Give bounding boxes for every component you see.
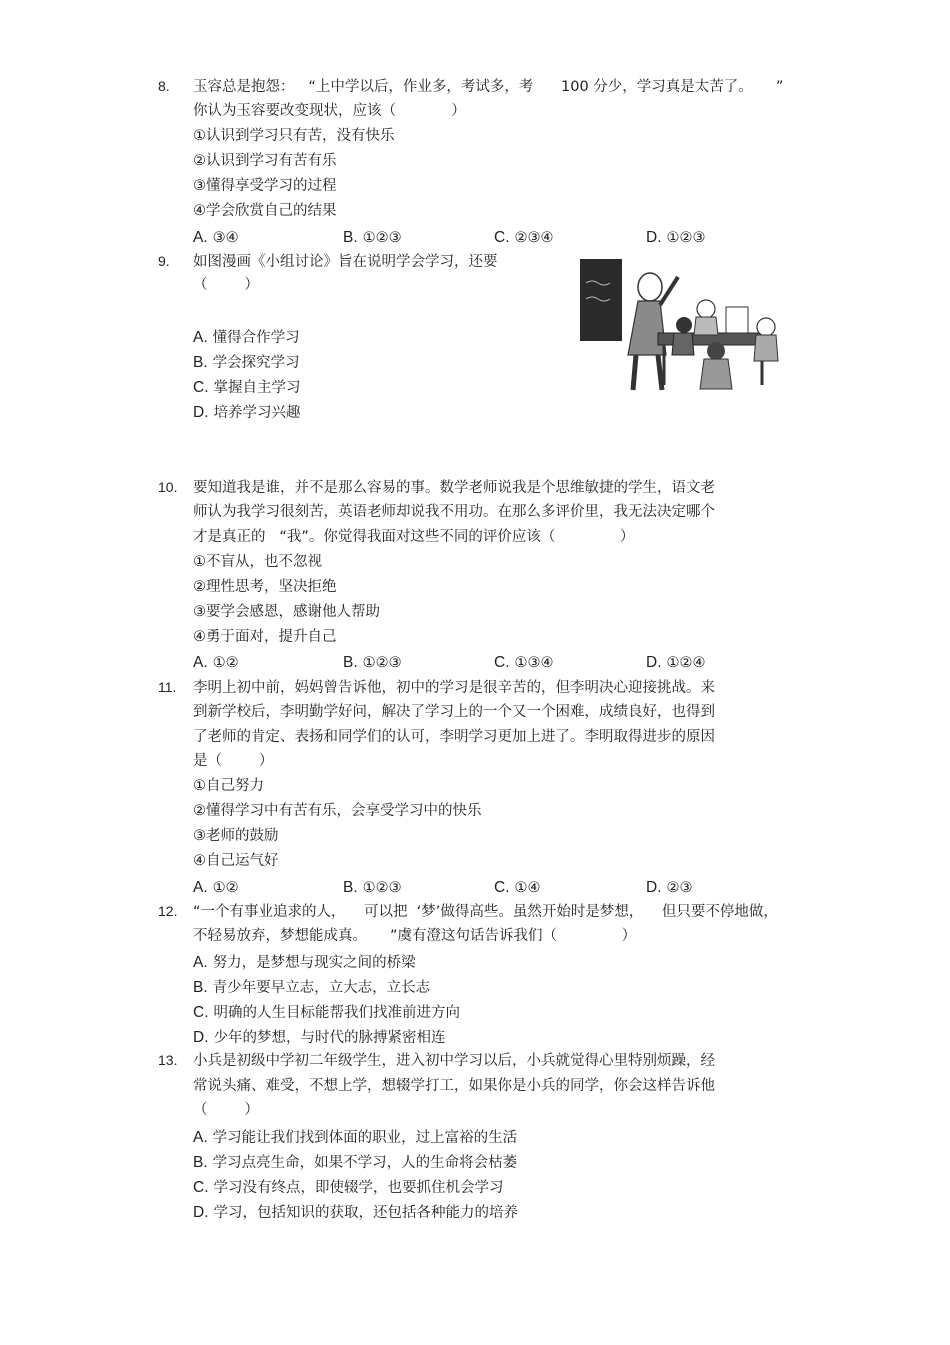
option-c[interactable]: C. ②③④ xyxy=(494,229,554,246)
question-stem-line: “一个有事业追求的人， 可以把 ‘梦’做得高些。虽然开始时是梦想， 但只要不停地做， xyxy=(193,904,778,920)
question-stem-line: （ ） xyxy=(193,1102,259,1118)
option-d[interactable]: D. 少年的梦想，与时代的脉搏紧密相连 xyxy=(193,1029,446,1046)
question-stem-line: 如图漫画《小组讨论》旨在说明学会学习，还要 xyxy=(193,254,498,270)
question-number: 10. xyxy=(158,479,178,495)
option-d[interactable]: D. 培养学习兴趣 xyxy=(193,404,301,421)
question-stem-line: 到新学校后，李明勤学好问，解决了学习上的一个又一个困难，成绩良好，也得到 xyxy=(193,704,715,720)
option-a[interactable]: A. ①② xyxy=(193,879,239,896)
question-number: 8. xyxy=(158,78,170,94)
option-d[interactable]: D. ②③ xyxy=(646,879,693,896)
option-b[interactable]: B. 学会探究学习 xyxy=(193,354,300,371)
question-stem-line: （ ） xyxy=(193,277,259,293)
question-stem-line: 你认为玉容要改变现状，应该（ ） xyxy=(193,103,466,119)
option-b[interactable]: B. ①②③ xyxy=(343,879,402,896)
option-a[interactable]: A. 学习能让我们找到体面的职业，过上富裕的生活 xyxy=(193,1129,518,1146)
question-number: 13. xyxy=(158,1052,178,1068)
option-c[interactable]: C. 掌握自主学习 xyxy=(193,379,301,396)
option-b[interactable]: B. ①②③ xyxy=(343,654,402,671)
option-d[interactable]: D. 学习，包括知识的获取，还包括各种能力的培养 xyxy=(193,1204,518,1221)
option-d[interactable]: D. ①②④ xyxy=(646,654,706,671)
option-c[interactable]: C. 学习没有终点，即使辍学，也要抓住机会学习 xyxy=(193,1179,504,1196)
statement-item: ④学会欣赏自己的结果 xyxy=(193,203,337,219)
question-stem-line: 是（ ） xyxy=(193,753,274,769)
question-number: 11. xyxy=(158,679,177,695)
question-stem-line: 小兵是初级中学初二年级学生，进入初中学习以后，小兵就觉得心里特别烦躁，经 xyxy=(193,1053,715,1069)
option-c[interactable]: C. 明确的人生目标能帮我们找准前进方向 xyxy=(193,1004,460,1021)
teacher-body xyxy=(628,301,666,355)
option-a[interactable]: A. 懂得合作学习 xyxy=(193,329,300,346)
paper xyxy=(726,307,748,333)
statement-item: ③要学会感恩，感谢他人帮助 xyxy=(193,604,380,620)
option-b[interactable]: B. 学习点亮生命，如果不学习，人的生命将会枯萎 xyxy=(193,1154,518,1171)
question-number: 12. xyxy=(158,903,178,919)
statement-item: ②认识到学习有苦有乐 xyxy=(193,153,337,169)
group-discussion-cartoon xyxy=(578,255,790,395)
question-stem-line: 才是真正的 “我”。你觉得我面对这些不同的评价应该（ ） xyxy=(193,529,635,545)
option-b[interactable]: B. 青少年要早立志，立大志，立长志 xyxy=(193,979,431,996)
option-a[interactable]: A. ③④ xyxy=(193,229,239,246)
statement-item: ③懂得享受学习的过程 xyxy=(193,178,337,194)
teacher-head xyxy=(638,273,662,301)
option-c[interactable]: C. ①④ xyxy=(494,879,541,896)
option-a[interactable]: A. ①② xyxy=(193,654,239,671)
option-d[interactable]: D. ①②③ xyxy=(646,229,706,246)
question-stem-line: 要知道我是谁，并不是那么容易的事。数学老师说我是个思维敏捷的学生，语文老 xyxy=(193,480,715,496)
question-stem-line: 玉容总是抱怨： “上中学以后，作业多，考试多，考 100 分少，学习真是太苦了。 ” xyxy=(193,79,784,95)
statement-item: ④自己运气好 xyxy=(193,853,279,869)
option-c[interactable]: C. ①③④ xyxy=(494,654,554,671)
question-stem-line: 师认为我学习很刻苦，英语老师却说我不用功。在那么多评价里，我无法决定哪个 xyxy=(193,504,715,520)
statement-item: ①自己努力 xyxy=(193,778,264,794)
teacher-arm xyxy=(660,277,678,305)
statement-item: ②理性思考，坚决拒绝 xyxy=(193,579,337,595)
question-stem-line: 不轻易放弃，梦想能成真。 ”虞有澄这句话告诉我们（ ） xyxy=(193,928,637,944)
statement-item: ②懂得学习中有苦有乐，会享受学习中的快乐 xyxy=(193,803,482,819)
question-stem-line: 常说头痛、难受，不想上学，想辍学打工，如果你是小兵的同学，你会这样告诉他 xyxy=(193,1078,715,1094)
statement-item: ③老师的鼓励 xyxy=(193,828,279,844)
question-number: 9. xyxy=(158,253,170,269)
statement-item: ①不盲从，也不忽视 xyxy=(193,554,322,570)
question-stem-line: 了老师的肯定、表扬和同学们的认可，李明学习更加上进了。李明取得进步的原因 xyxy=(193,729,715,745)
statement-item: ①认识到学习只有苦，没有快乐 xyxy=(193,128,395,144)
option-b[interactable]: B. ①②③ xyxy=(343,229,402,246)
question-stem-line: 李明上初中前，妈妈曾告诉他，初中的学习是很辛苦的，但李明决心迎接挑战。来 xyxy=(193,680,715,696)
statement-item: ④勇于面对，提升自己 xyxy=(193,629,337,645)
option-a[interactable]: A. 努力，是梦想与现实之间的桥梁 xyxy=(193,954,416,971)
